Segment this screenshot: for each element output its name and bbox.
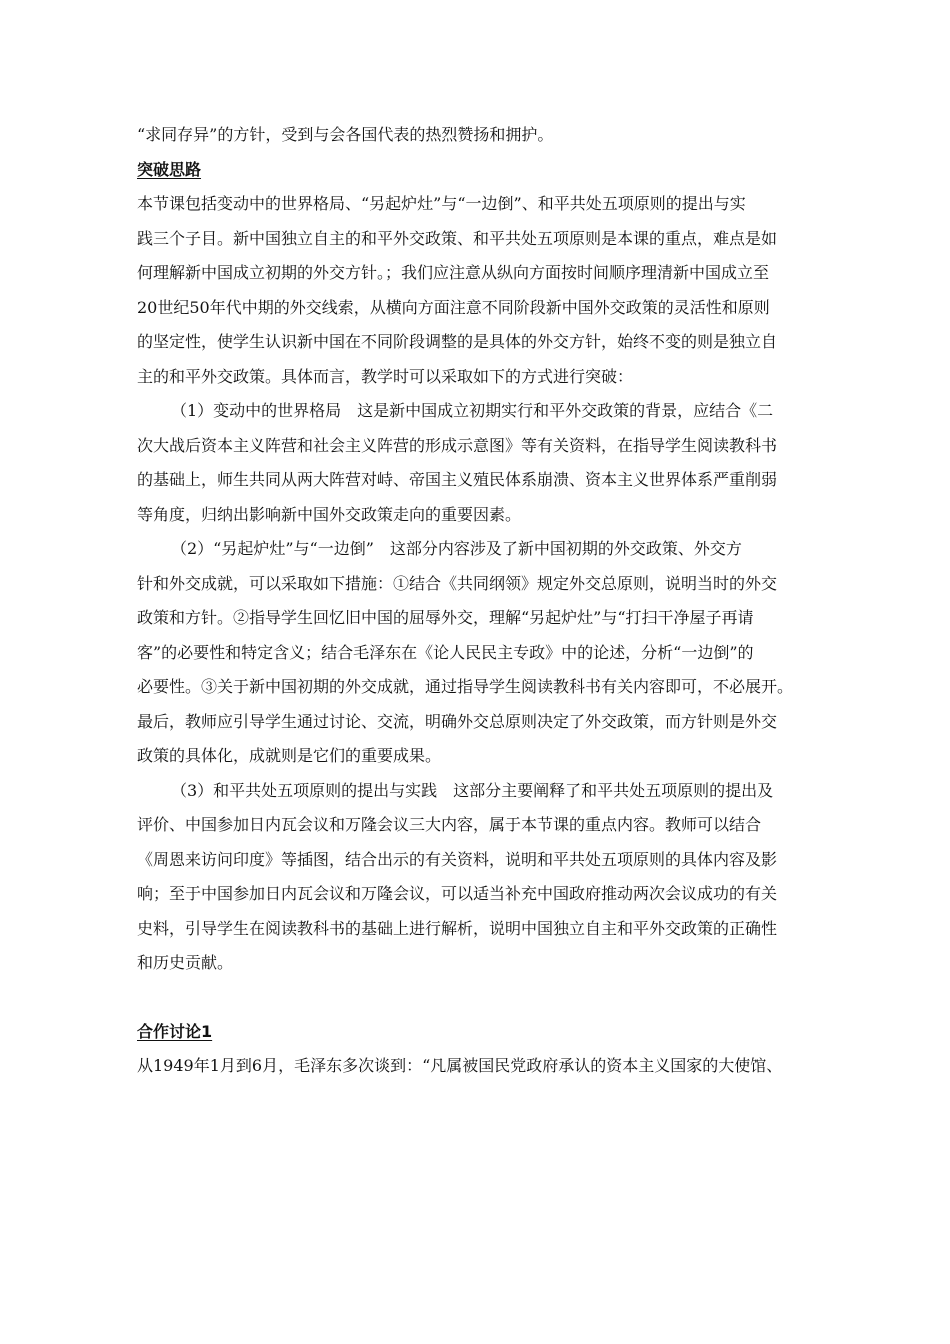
paragraph-line: 政策的具体化，成就则是它们的重要成果。 bbox=[137, 746, 442, 765]
paragraph-line: （2）“另起炉灶”与“一边倒” 这部分内容涉及了新中国初期的外交政策、外交方 bbox=[171, 539, 742, 558]
breakthrough-intro-paragraph bbox=[137, 187, 813, 394]
paragraph-line: 针和外交成就，可以采取如下措施：①结合《共同纲领》规定外交总原则，说明当时的外交 bbox=[137, 573, 778, 593]
paragraph-line: 必要性。③关于新中国初期的外交成就，通过指导学生阅读教科书有关内容即可，不必展开。 bbox=[137, 677, 794, 696]
paragraph-line: 史料，引导学生在阅读教科书的基础上进行解析，说明中国独立自主和平外交政策的正确性 bbox=[137, 918, 778, 938]
paragraph-line: 响；至于中国参加日内瓦会议和万隆会议，可以适当补充中国政府推动两次会议成功的有关 bbox=[137, 884, 778, 903]
paragraph-line: 20世纪50年代中期的外交线索，从横向方面注意不同阶段新中国外交政策的灵活性和原则 bbox=[137, 297, 770, 317]
discussion-paragraph bbox=[137, 1049, 813, 1084]
paragraph-line: 的坚定性，使学生认识新中国在不同阶段调整的是具体的外交方针，始终不变的则是独立自 bbox=[137, 332, 778, 351]
section-heading-discussion: 合作讨论1 bbox=[137, 1021, 213, 1041]
section-heading-breakthrough: 突破思路 bbox=[137, 159, 202, 179]
document-page bbox=[137, 118, 813, 1084]
paragraph-line: 践三个子目。新中国独立自主的和平外交政策、和平共处五项原则是本课的重点，难点是如 bbox=[137, 228, 778, 248]
paragraph-line: 何理解新中国成立初期的外交方针。；我们应注意从纵向方面按时间顺序理清新中国成立至 bbox=[137, 263, 770, 282]
paragraph-line: 从1949年1月到6月，毛泽东多次谈到：“凡属被国民党政府承认的资本主义国家的大使馆、 bbox=[137, 1056, 783, 1075]
point-3-paragraph bbox=[137, 774, 813, 981]
paragraph-line: 《周恩来访问印度》等插图，结合出示的有关资料，说明和平共处五项原则的具体内容及影 bbox=[137, 849, 778, 869]
paragraph-line: （3）和平共处五项原则的提出与实践 这部分主要阐释了和平共处五项原则的提出及 bbox=[171, 780, 774, 800]
section-spacer bbox=[137, 981, 813, 1015]
paragraph-line: 和历史贡献。 bbox=[137, 953, 234, 972]
paragraph-line: 等角度，归纳出影响新中国外交政策走向的重要因素。 bbox=[137, 504, 522, 524]
point-1-paragraph bbox=[137, 394, 813, 532]
paragraph-line: 评价、中国参加日内瓦会议和万隆会议三大内容，属于本节课的重点内容。教师可以结合 bbox=[137, 815, 762, 834]
point-2-paragraph bbox=[137, 532, 813, 774]
paragraph-line: 客”的必要性和特定含义；结合毛泽东在《论人民民主专政》中的论述，分析“一边倒”的 bbox=[137, 642, 754, 662]
intro-text-line: “求同存异”的方针，受到与会各国代表的热烈赞扬和拥护。 bbox=[137, 125, 554, 144]
paragraph-line: 主的和平外交政策。具体而言，教学时可以采取如下的方式进行突破： bbox=[137, 366, 634, 386]
paragraph-line: 政策和方针。②指导学生回忆旧中国的屈辱外交，理解“另起炉灶”与“打扫干净屋子再请 bbox=[137, 608, 754, 627]
paragraph-line: （1）变动中的世界格局 这是新中国成立初期实行和平外交政策的背景，应结合《二 bbox=[171, 401, 774, 420]
paragraph-line: 次大战后资本主义阵营和社会主义阵营的形成示意图》等有关资料，在指导学生阅读教科书 bbox=[137, 435, 778, 455]
paragraph-line: 最后，教师应引导学生通过讨论、交流，明确外交总原则决定了外交政策，而方针则是外交 bbox=[137, 711, 778, 731]
paragraph-line: 的基础上，师生共同从两大阵营对峙、帝国主义殖民体系崩溃、资本主义世界体系严重削弱 bbox=[137, 470, 778, 489]
paragraph-line: 本节课包括变动中的世界格局、“另起炉灶”与“一边倒”、和平共处五项原则的提出与实 bbox=[137, 194, 746, 213]
